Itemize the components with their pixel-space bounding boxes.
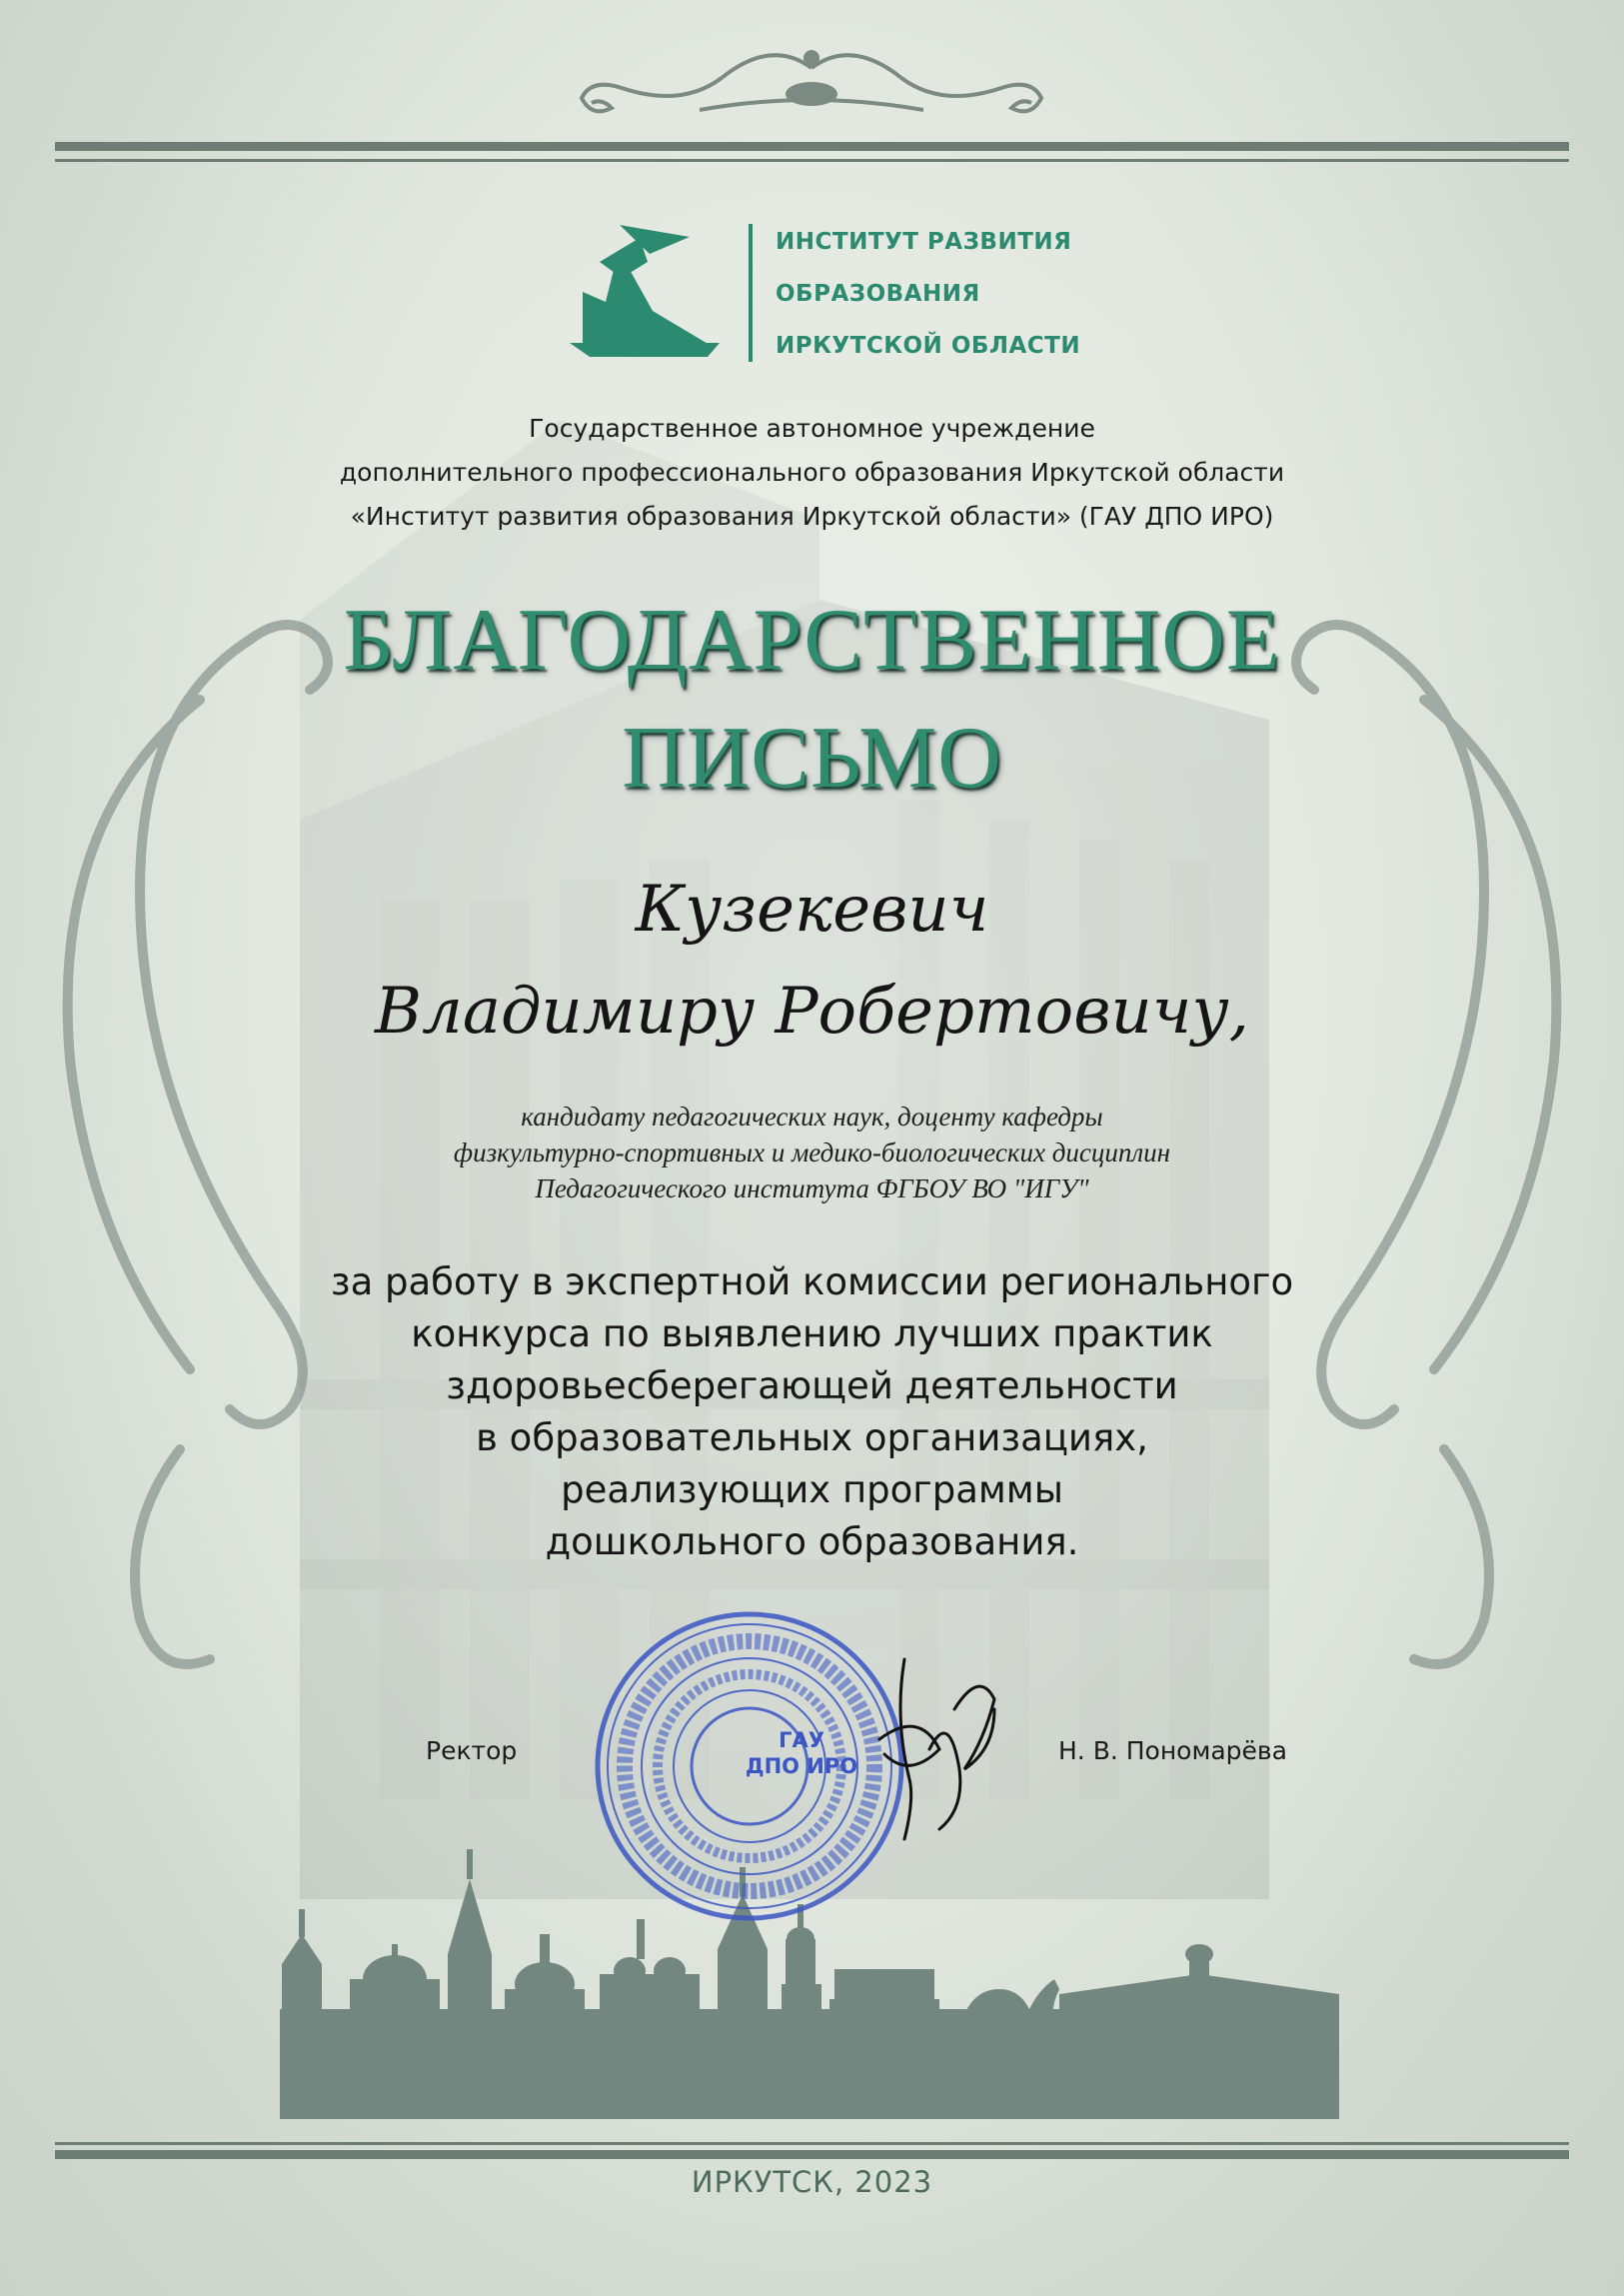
logo-line: ИРКУТСКОЙ ОБЛАСТИ (776, 333, 1081, 359)
handwritten-signature (859, 1649, 1009, 1859)
seal-line: ДПО ИРО (745, 1754, 858, 1778)
signer-role: Ректор (426, 1736, 518, 1765)
merit-text (0, 1256, 1624, 1568)
organization-name (0, 407, 1624, 539)
frame-bottom (55, 2142, 1569, 2159)
recipient-description (0, 1099, 1624, 1206)
city-year: ИРКУТСК, 2023 (691, 2165, 933, 2199)
logo-line: ОБРАЗОВАНИЯ (776, 281, 980, 307)
merit-line: реализующих программы (561, 1468, 1063, 1511)
description-line: кандидату педагогических наук, доценту кафедры (521, 1102, 1103, 1132)
document-title-line2: ПИСЬМО (622, 710, 1002, 807)
merit-line: здоровьесберегающей деятельности (446, 1364, 1178, 1407)
document-title-line1: БЛАГОДАРСТВЕННОЕ (343, 592, 1281, 689)
seal-center-text (727, 1727, 876, 1779)
merit-line: за работу в экспертной комиссии регионального (330, 1260, 1294, 1303)
signer-name: Н. В. Пономарёва (1058, 1736, 1287, 1765)
org-line: Государственное автономное учреждение (529, 414, 1095, 443)
merit-line: в образовательных организациях, (476, 1416, 1148, 1459)
recipient-surname: Кузекевич (635, 873, 989, 947)
seal-line: ГАУ (779, 1728, 824, 1752)
description-line: физкультурно-спортивных и медико-биологических дисциплин (453, 1138, 1171, 1167)
logo-line: ИНСТИТУТ РАЗВИТИЯ (776, 229, 1072, 255)
org-line: дополнительного профессионального образования Иркутской области (339, 458, 1285, 487)
logo-title (776, 216, 1080, 372)
merit-line: конкурса по выявлению лучших практик (411, 1312, 1213, 1355)
recipient-given-name: Владимиру Робертовичу, (375, 975, 1249, 1049)
org-line: «Институт развития образования Иркутской области» (ГАУ ДПО ИРО) (350, 502, 1274, 531)
description-line: Педагогического института ФГБОУ ВО "ИГУ" (535, 1173, 1089, 1203)
merit-line: дошкольного образования. (545, 1520, 1079, 1563)
